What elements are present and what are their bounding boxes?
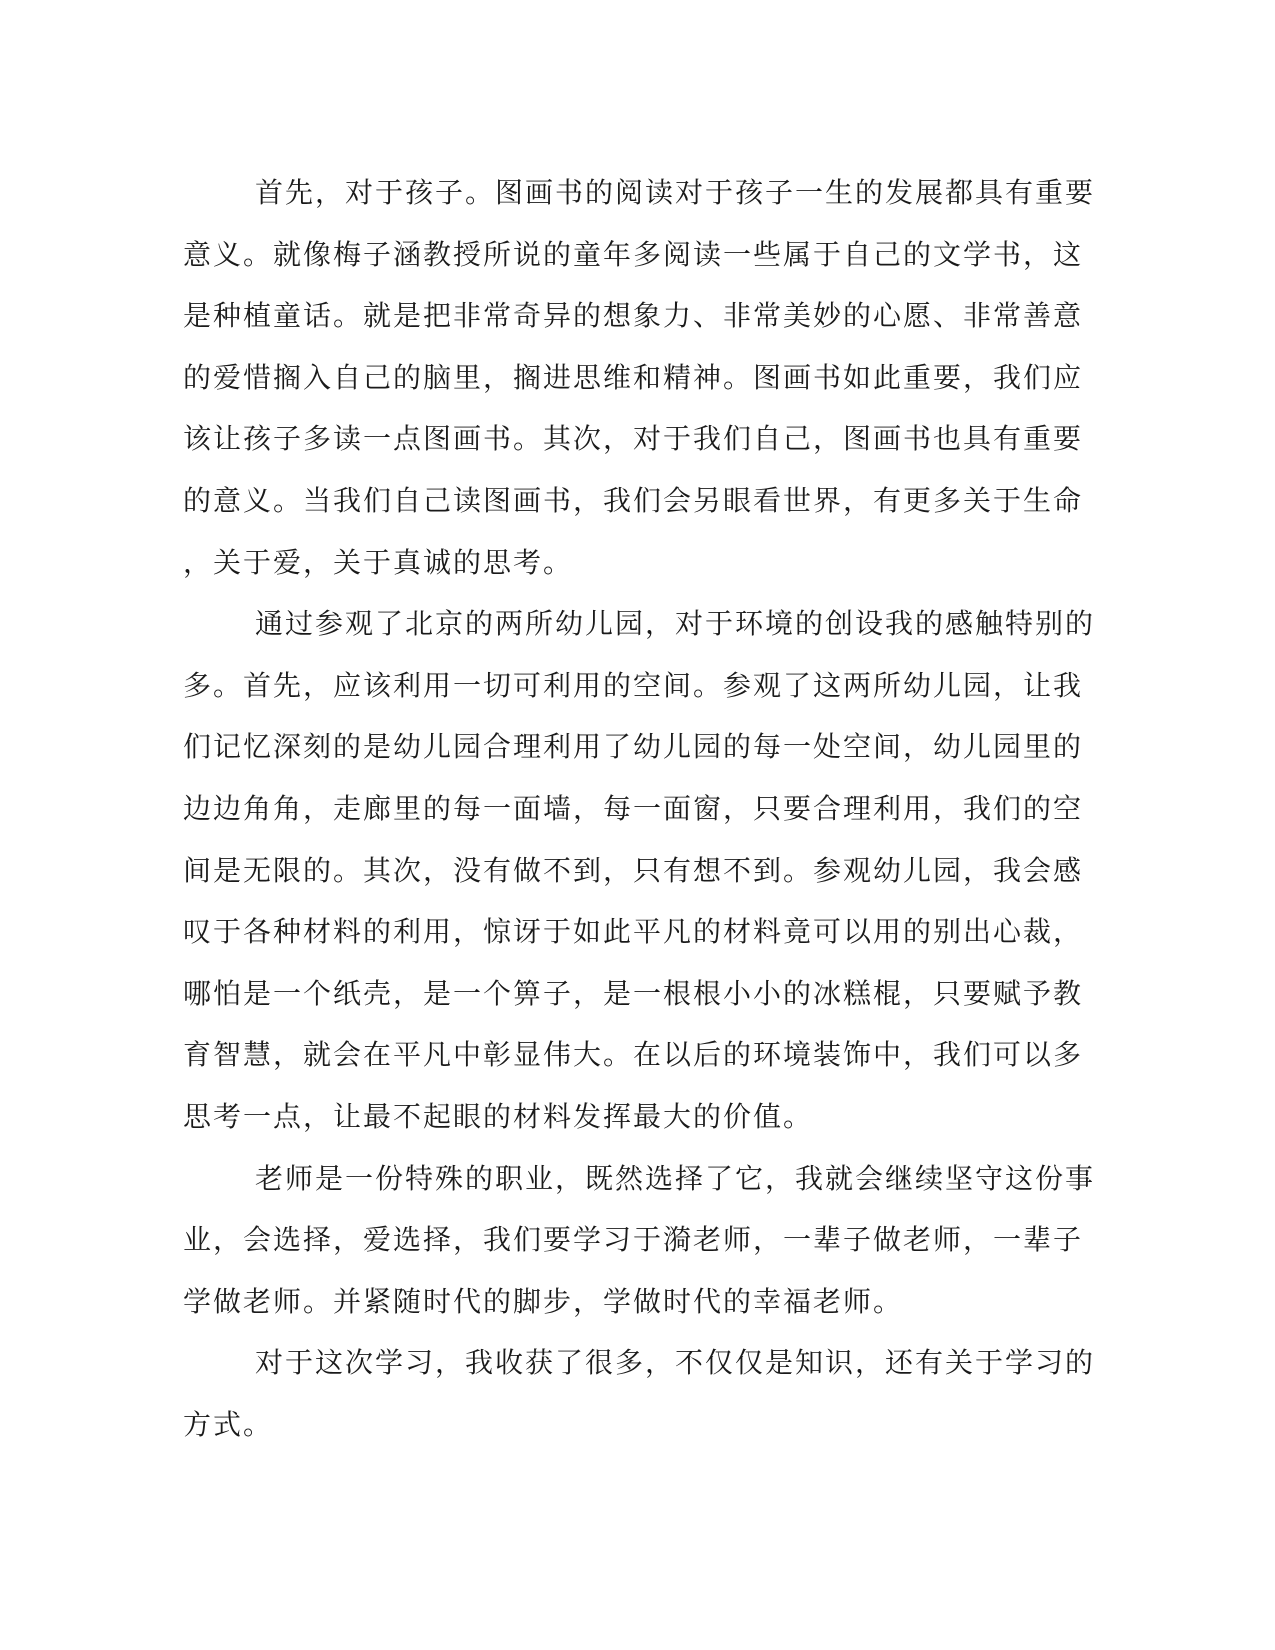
paragraph-line: 边边角角，走廊里的每一面墙，每一面窗，只要合理利用，我们的空 — [183, 791, 1084, 825]
paragraph-line: 业，会选择，爱选择，我们要学习于漪老师，一辈子做老师，一辈子 — [183, 1223, 1084, 1257]
paragraph-line: 学做老师。并紧随时代的脚步，学做时代的幸福老师。 — [183, 1284, 904, 1318]
paragraph-conclusion — [183, 1332, 1096, 1455]
paragraph-picture-books — [183, 162, 1096, 593]
paragraph-kindergarten-environment — [183, 593, 1096, 1147]
paragraph-line: 的意义。当我们自己读图画书，我们会另眼看世界，有更多关于生命 — [183, 483, 1084, 517]
paragraph-line: 对于这次学习，我收获了很多，不仅仅是知识，还有关于学习的 — [255, 1346, 1096, 1380]
paragraph-line: 通过参观了北京的两所幼儿园，对于环境的创设我的感触特别的 — [255, 607, 1096, 641]
paragraph-line: 意义。就像梅子涵教授所说的童年多阅读一些属于自己的文学书，这 — [183, 237, 1084, 271]
paragraph-line: 育智慧，就会在平凡中彰显伟大。在以后的环境装饰中，我们可以多 — [183, 1038, 1084, 1072]
paragraph-line: 间是无限的。其次，没有做不到，只有想不到。参观幼儿园，我会感 — [183, 853, 1084, 887]
paragraph-line: 老师是一份特殊的职业，既然选择了它，我就会继续坚守这份事 — [255, 1161, 1096, 1195]
paragraph-line: 哪怕是一个纸壳，是一个箅子，是一根根小小的冰糕棍，只要赋予教 — [183, 976, 1084, 1010]
paragraph-line: 是种植童话。就是把非常奇异的想象力、非常美妙的心愿、非常善意 — [183, 299, 1084, 333]
paragraph-line: 首先，对于孩子。图画书的阅读对于孩子一生的发展都具有重要 — [255, 176, 1096, 209]
document-body — [183, 162, 1096, 1455]
paragraph-line: ，关于爱，关于真诚的思考。 — [183, 545, 574, 579]
paragraph-line: 多。首先，应该利用一切可利用的空间。参观了这两所幼儿园，让我 — [183, 668, 1084, 702]
paragraph-line: 的爱惜搁入自己的脑里，搁进思维和精神。图画书如此重要，我们应 — [183, 360, 1084, 394]
paragraph-line: 方式。 — [183, 1407, 274, 1441]
paragraph-teacher-career — [183, 1148, 1096, 1333]
paragraph-line: 思考一点，让最不起眼的材料发挥最大的价值。 — [183, 1099, 814, 1133]
paragraph-line: 叹于各种材料的利用，惊讶于如此平凡的材料竟可以用的别出心裁， — [183, 915, 1084, 949]
paragraph-line: 该让孩子多读一点图画书。其次，对于我们自己，图画书也具有重要 — [183, 422, 1084, 456]
paragraph-line: 们记忆深刻的是幼儿园合理利用了幼儿园的每一处空间，幼儿园里的 — [183, 730, 1084, 764]
